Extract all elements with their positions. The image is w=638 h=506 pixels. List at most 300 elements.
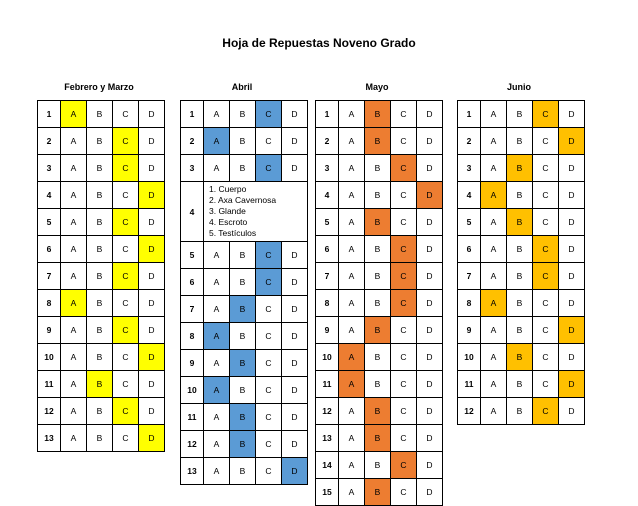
question-row xyxy=(181,350,308,377)
option-d: D xyxy=(559,101,585,128)
question-row xyxy=(38,398,165,425)
month-heading: Abril xyxy=(231,82,253,92)
question-row xyxy=(458,182,585,209)
question-row xyxy=(316,263,443,290)
option-c-selected: C xyxy=(533,236,559,263)
option-c: C xyxy=(533,290,559,317)
answer-sheet-febrero-marzo xyxy=(37,80,161,452)
option-d: D xyxy=(139,209,165,236)
option-d-selected: D xyxy=(139,344,165,371)
question-number: 12 xyxy=(316,398,339,425)
question-number: 13 xyxy=(181,458,204,485)
option-d: D xyxy=(282,377,308,404)
option-c: C xyxy=(391,398,417,425)
option-d: D xyxy=(139,101,165,128)
question-number: 14 xyxy=(316,452,339,479)
option-c-selected: C xyxy=(391,290,417,317)
option-c: C xyxy=(256,431,282,458)
option-a: A xyxy=(339,452,365,479)
option-b: B xyxy=(87,290,113,317)
option-a: A xyxy=(339,236,365,263)
question-number: 4 xyxy=(181,182,204,242)
question-number: 1 xyxy=(458,101,481,128)
option-b: B xyxy=(507,128,533,155)
option-a: A xyxy=(204,101,230,128)
option-c-selected: C xyxy=(113,398,139,425)
option-c: C xyxy=(391,344,417,371)
option-a-selected: A xyxy=(339,344,365,371)
question-number: 9 xyxy=(316,317,339,344)
question-number: 8 xyxy=(181,323,204,350)
option-d: D xyxy=(282,269,308,296)
option-b: B xyxy=(230,269,256,296)
question-row xyxy=(38,101,165,128)
option-c: C xyxy=(113,182,139,209)
option-d: D xyxy=(417,452,443,479)
option-b: B xyxy=(87,182,113,209)
question-number: 3 xyxy=(38,155,61,182)
option-b: B xyxy=(87,155,113,182)
question-number: 3 xyxy=(181,155,204,182)
option-b: B xyxy=(365,155,391,182)
question-row xyxy=(458,290,585,317)
option-b: B xyxy=(87,101,113,128)
option-b-selected: B xyxy=(230,296,256,323)
option-d-selected: D xyxy=(282,458,308,485)
option-b: B xyxy=(230,458,256,485)
option-c: C xyxy=(391,371,417,398)
option-a-selected: A xyxy=(204,377,230,404)
option-a: A xyxy=(339,263,365,290)
option-b: B xyxy=(365,344,391,371)
option-d: D xyxy=(559,155,585,182)
option-c: C xyxy=(533,344,559,371)
option-a-selected: A xyxy=(481,182,507,209)
question-row xyxy=(316,128,443,155)
option-a-selected: A xyxy=(61,101,87,128)
option-d-selected: D xyxy=(139,236,165,263)
option-d: D xyxy=(417,263,443,290)
option-c-selected: C xyxy=(391,236,417,263)
option-b-selected: B xyxy=(365,398,391,425)
question-number: 5 xyxy=(181,242,204,269)
option-a: A xyxy=(339,398,365,425)
option-d: D xyxy=(139,371,165,398)
option-c: C xyxy=(113,344,139,371)
option-c-selected: C xyxy=(256,101,282,128)
option-d: D xyxy=(282,242,308,269)
option-b: B xyxy=(230,377,256,404)
question-number: 11 xyxy=(181,404,204,431)
option-c: C xyxy=(533,155,559,182)
option-d: D xyxy=(417,425,443,452)
option-d: D xyxy=(139,290,165,317)
option-d: D xyxy=(417,371,443,398)
option-d: D xyxy=(417,101,443,128)
question-row xyxy=(316,398,443,425)
question-row xyxy=(38,209,165,236)
option-d-selected: D xyxy=(139,425,165,452)
option-b: B xyxy=(365,236,391,263)
option-b-selected: B xyxy=(365,128,391,155)
question-number: 13 xyxy=(316,425,339,452)
option-a-selected: A xyxy=(339,371,365,398)
option-c-selected: C xyxy=(533,398,559,425)
option-a: A xyxy=(61,371,87,398)
question-row xyxy=(458,263,585,290)
option-d: D xyxy=(417,317,443,344)
option-b: B xyxy=(365,182,391,209)
question-number: 6 xyxy=(458,236,481,263)
option-d-selected: D xyxy=(559,128,585,155)
option-a: A xyxy=(339,128,365,155)
note-line: 5. Testículos xyxy=(209,228,257,238)
option-b: B xyxy=(507,101,533,128)
option-a-selected: A xyxy=(61,290,87,317)
question-row xyxy=(316,452,443,479)
option-d: D xyxy=(559,290,585,317)
option-d: D xyxy=(139,317,165,344)
question-number: 8 xyxy=(38,290,61,317)
option-a-selected: A xyxy=(481,290,507,317)
option-d: D xyxy=(417,290,443,317)
option-d: D xyxy=(417,398,443,425)
option-d: D xyxy=(282,323,308,350)
question-number: 2 xyxy=(458,128,481,155)
question-number: 10 xyxy=(181,377,204,404)
option-a: A xyxy=(61,344,87,371)
question-row xyxy=(181,377,308,404)
option-d: D xyxy=(139,128,165,155)
question-row xyxy=(38,344,165,371)
option-b-selected: B xyxy=(230,404,256,431)
question-row xyxy=(316,101,443,128)
option-a: A xyxy=(481,128,507,155)
question-number: 6 xyxy=(181,269,204,296)
option-b-selected: B xyxy=(365,425,391,452)
option-a: A xyxy=(339,155,365,182)
option-c: C xyxy=(256,350,282,377)
question-row xyxy=(316,425,443,452)
question-row xyxy=(458,128,585,155)
option-d: D xyxy=(559,182,585,209)
question-number: 12 xyxy=(38,398,61,425)
option-c: C xyxy=(113,425,139,452)
option-c-selected: C xyxy=(256,269,282,296)
option-c: C xyxy=(256,128,282,155)
option-a: A xyxy=(61,155,87,182)
option-b: B xyxy=(507,317,533,344)
option-a: A xyxy=(61,128,87,155)
option-c: C xyxy=(391,425,417,452)
question-row xyxy=(38,128,165,155)
option-a: A xyxy=(61,398,87,425)
option-d: D xyxy=(139,263,165,290)
option-c: C xyxy=(391,209,417,236)
question-row xyxy=(38,263,165,290)
option-b: B xyxy=(507,182,533,209)
option-b-selected: B xyxy=(365,101,391,128)
option-a: A xyxy=(61,182,87,209)
option-c: C xyxy=(391,101,417,128)
option-b: B xyxy=(87,236,113,263)
note-line: 3. Glande xyxy=(209,206,246,216)
option-d: D xyxy=(282,404,308,431)
question-row xyxy=(458,344,585,371)
question-number: 2 xyxy=(181,128,204,155)
option-d: D xyxy=(282,128,308,155)
question-row xyxy=(38,317,165,344)
option-d: D xyxy=(559,236,585,263)
option-b-selected: B xyxy=(507,344,533,371)
question-row xyxy=(181,155,308,182)
question-row xyxy=(38,290,165,317)
question-number: 3 xyxy=(458,155,481,182)
option-b: B xyxy=(365,263,391,290)
option-a: A xyxy=(339,479,365,506)
question-row xyxy=(38,425,165,452)
option-a: A xyxy=(61,263,87,290)
answer-table xyxy=(37,100,165,452)
question-number: 11 xyxy=(316,371,339,398)
question-number: 10 xyxy=(458,344,481,371)
option-c: C xyxy=(256,323,282,350)
option-b: B xyxy=(365,452,391,479)
option-c: C xyxy=(533,371,559,398)
question-number: 1 xyxy=(316,101,339,128)
option-a-selected: A xyxy=(204,323,230,350)
question-number: 4 xyxy=(38,182,61,209)
option-c: C xyxy=(391,317,417,344)
option-b-selected: B xyxy=(230,431,256,458)
question-row xyxy=(181,242,308,269)
question-number: 4 xyxy=(458,182,481,209)
page-title: Hoja de Repuestas Noveno Grado xyxy=(222,36,416,50)
question-row xyxy=(316,209,443,236)
option-c-selected: C xyxy=(113,155,139,182)
option-b-selected: B xyxy=(365,209,391,236)
option-d-selected: D xyxy=(417,182,443,209)
option-a: A xyxy=(204,155,230,182)
option-a: A xyxy=(339,101,365,128)
option-c-selected: C xyxy=(533,101,559,128)
option-b: B xyxy=(87,209,113,236)
question-row xyxy=(38,371,165,398)
option-a: A xyxy=(481,317,507,344)
option-a: A xyxy=(61,236,87,263)
question-row xyxy=(458,209,585,236)
option-b: B xyxy=(507,236,533,263)
question-number: 7 xyxy=(38,263,61,290)
option-d: D xyxy=(417,479,443,506)
question-row xyxy=(316,290,443,317)
option-b-selected: B xyxy=(507,155,533,182)
question-number: 7 xyxy=(458,263,481,290)
option-d: D xyxy=(282,431,308,458)
option-b: B xyxy=(507,290,533,317)
option-b: B xyxy=(230,155,256,182)
option-c-selected: C xyxy=(391,155,417,182)
option-a: A xyxy=(481,101,507,128)
question-row xyxy=(458,236,585,263)
option-c-selected: C xyxy=(533,263,559,290)
question-number: 7 xyxy=(181,296,204,323)
option-c-selected: C xyxy=(113,209,139,236)
option-d: D xyxy=(282,155,308,182)
question-row xyxy=(316,479,443,506)
option-c-selected: C xyxy=(256,242,282,269)
option-c: C xyxy=(533,317,559,344)
question-number: 9 xyxy=(181,350,204,377)
option-c: C xyxy=(113,236,139,263)
option-b: B xyxy=(87,344,113,371)
option-c-selected: C xyxy=(113,128,139,155)
option-c: C xyxy=(113,371,139,398)
question-number: 1 xyxy=(181,101,204,128)
question-row xyxy=(458,101,585,128)
question-number: 5 xyxy=(316,209,339,236)
option-a: A xyxy=(61,425,87,452)
option-b: B xyxy=(507,371,533,398)
option-b: B xyxy=(87,263,113,290)
option-d: D xyxy=(417,128,443,155)
option-a: A xyxy=(481,209,507,236)
option-d: D xyxy=(139,398,165,425)
answer-sheet-junio xyxy=(457,80,581,425)
option-a: A xyxy=(339,425,365,452)
option-b: B xyxy=(230,242,256,269)
option-b: B xyxy=(230,101,256,128)
option-b: B xyxy=(87,317,113,344)
question-row xyxy=(181,128,308,155)
question-row xyxy=(181,458,308,485)
option-b-selected: B xyxy=(230,350,256,377)
question-number: 12 xyxy=(181,431,204,458)
question-row xyxy=(181,101,308,128)
question-number: 15 xyxy=(316,479,339,506)
question-row xyxy=(181,404,308,431)
option-c-selected: C xyxy=(113,317,139,344)
option-d: D xyxy=(559,209,585,236)
question-row xyxy=(316,344,443,371)
option-c-selected: C xyxy=(256,155,282,182)
question-number: 6 xyxy=(316,236,339,263)
question-row xyxy=(181,182,308,242)
answer-sheet-mayo xyxy=(315,80,439,506)
option-b: B xyxy=(365,371,391,398)
option-d: D xyxy=(559,398,585,425)
question-row xyxy=(316,182,443,209)
answer-sheet-abril xyxy=(180,80,304,485)
option-d: D xyxy=(417,155,443,182)
note-line: 1. Cuerpo xyxy=(209,184,247,194)
option-d: D xyxy=(139,155,165,182)
question-row xyxy=(458,155,585,182)
option-b: B xyxy=(87,398,113,425)
question-number: 8 xyxy=(458,290,481,317)
option-c: C xyxy=(533,182,559,209)
option-d: D xyxy=(417,344,443,371)
option-c: C xyxy=(256,404,282,431)
option-c: C xyxy=(533,209,559,236)
option-b-selected: B xyxy=(87,371,113,398)
option-b-selected: B xyxy=(507,209,533,236)
question-row xyxy=(181,431,308,458)
question-number: 10 xyxy=(38,344,61,371)
option-a: A xyxy=(204,296,230,323)
answer-table xyxy=(315,100,443,506)
option-c: C xyxy=(113,101,139,128)
option-c: C xyxy=(113,290,139,317)
question-number: 5 xyxy=(38,209,61,236)
option-c: C xyxy=(391,182,417,209)
option-b: B xyxy=(230,128,256,155)
option-c: C xyxy=(256,458,282,485)
option-a: A xyxy=(204,458,230,485)
option-b: B xyxy=(87,425,113,452)
question-row xyxy=(458,371,585,398)
option-a: A xyxy=(61,317,87,344)
question-row xyxy=(38,155,165,182)
question-row xyxy=(458,317,585,344)
option-d: D xyxy=(282,101,308,128)
question-row xyxy=(316,236,443,263)
option-a: A xyxy=(481,155,507,182)
question-number: 4 xyxy=(316,182,339,209)
option-c-selected: C xyxy=(113,263,139,290)
option-a: A xyxy=(339,182,365,209)
option-c: C xyxy=(256,377,282,404)
option-a: A xyxy=(481,344,507,371)
question-row xyxy=(38,236,165,263)
question-number: 9 xyxy=(38,317,61,344)
question-row xyxy=(458,398,585,425)
option-c: C xyxy=(533,128,559,155)
question-number: 5 xyxy=(458,209,481,236)
option-d-selected: D xyxy=(559,317,585,344)
option-b: B xyxy=(365,290,391,317)
question-number: 6 xyxy=(38,236,61,263)
option-d: D xyxy=(559,344,585,371)
option-d: D xyxy=(417,209,443,236)
answer-note xyxy=(204,182,308,242)
option-d-selected: D xyxy=(559,371,585,398)
option-b: B xyxy=(507,263,533,290)
question-number: 11 xyxy=(458,371,481,398)
option-a: A xyxy=(204,431,230,458)
question-row xyxy=(316,155,443,182)
answer-table xyxy=(457,100,585,425)
question-number: 1 xyxy=(38,101,61,128)
question-number: 7 xyxy=(316,263,339,290)
option-a: A xyxy=(339,209,365,236)
option-d: D xyxy=(282,350,308,377)
option-c-selected: C xyxy=(391,263,417,290)
option-a: A xyxy=(481,371,507,398)
option-b-selected: B xyxy=(365,479,391,506)
option-a: A xyxy=(61,209,87,236)
note-line: 4. Escroto xyxy=(209,217,248,227)
option-a-selected: A xyxy=(204,128,230,155)
option-c-selected: C xyxy=(391,452,417,479)
option-a: A xyxy=(481,236,507,263)
question-number: 12 xyxy=(458,398,481,425)
question-row xyxy=(181,269,308,296)
question-row xyxy=(181,323,308,350)
question-number: 2 xyxy=(38,128,61,155)
option-a: A xyxy=(204,242,230,269)
option-c: C xyxy=(256,296,282,323)
